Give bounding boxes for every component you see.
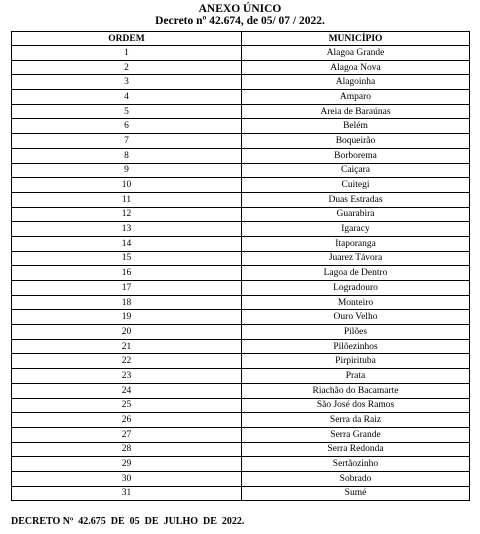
table-header-row	[12, 32, 470, 46]
municipality-cell: Borborema	[242, 148, 470, 163]
municipality-cell: Belém	[242, 119, 470, 134]
municipality-cell: Sumé	[242, 486, 470, 501]
table-body	[12, 46, 470, 501]
table-row	[12, 104, 470, 119]
order-cell: 25	[12, 398, 242, 413]
order-cell: 22	[12, 354, 242, 369]
order-cell: 17	[12, 281, 242, 296]
document-subtitle: Decreto nº 42.674, de 05/ 07 / 2022.	[155, 15, 325, 27]
municipality-cell: Pirpirituba	[242, 354, 470, 369]
order-cell: 13	[12, 222, 242, 237]
order-cell: 21	[12, 339, 242, 354]
municipality-cell: Serra Grande	[242, 427, 470, 442]
municipality-cell: Alagoinha	[242, 75, 470, 90]
table-row	[12, 119, 470, 134]
municipality-cell: Areia de Baraúnas	[242, 104, 470, 119]
municipality-cell: Serra Redonda	[242, 442, 470, 457]
order-cell: 14	[12, 236, 242, 251]
order-cell: 20	[12, 325, 242, 340]
document-title: ANEXO ÚNICO	[198, 3, 282, 15]
order-cell: 4	[12, 90, 242, 105]
order-cell: 6	[12, 119, 242, 134]
municipality-cell: Monteiro	[242, 295, 470, 310]
table-header	[12, 32, 470, 46]
table-row	[12, 413, 470, 428]
table-row	[12, 90, 470, 105]
order-cell: 15	[12, 251, 242, 266]
table-row	[12, 398, 470, 413]
document-header	[0, 3, 480, 27]
municipality-cell: Prata	[242, 369, 470, 384]
table-row	[12, 163, 470, 178]
municipality-cell: Lagoa de Dentro	[242, 266, 470, 281]
table-row	[12, 134, 470, 149]
table-row	[12, 266, 470, 281]
order-cell: 9	[12, 163, 242, 178]
municipality-cell: Amparo	[242, 90, 470, 105]
next-decree-heading: DECRETO Nº 42.675 DE 05 DE JULHO DE 2022.	[11, 516, 245, 527]
order-cell: 23	[12, 369, 242, 384]
order-cell: 27	[12, 427, 242, 442]
column-header-municipality: MUNICÍPIO	[242, 32, 470, 46]
municipality-cell: Logradouro	[242, 281, 470, 296]
table-row	[12, 207, 470, 222]
municipality-cell: Caiçara	[242, 163, 470, 178]
order-cell: 3	[12, 75, 242, 90]
municipality-cell: Alagoa Nova	[242, 60, 470, 75]
order-cell: 2	[12, 60, 242, 75]
table-row	[12, 310, 470, 325]
municipality-cell: Pilõezinhos	[242, 339, 470, 354]
order-cell: 30	[12, 471, 242, 486]
table-row	[12, 192, 470, 207]
order-cell: 19	[12, 310, 242, 325]
table-row	[12, 369, 470, 384]
order-cell: 26	[12, 413, 242, 428]
table-row	[12, 339, 470, 354]
municipality-cell: Ouro Velho	[242, 310, 470, 325]
table-row	[12, 236, 470, 251]
table-row	[12, 471, 470, 486]
table-row	[12, 325, 470, 340]
table-row	[12, 148, 470, 163]
municipality-cell: Sobrado	[242, 471, 470, 486]
order-cell: 5	[12, 104, 242, 119]
table-row	[12, 75, 470, 90]
order-cell: 16	[12, 266, 242, 281]
municipality-cell: Duas Estradas	[242, 192, 470, 207]
municipality-cell: Igaracy	[242, 222, 470, 237]
municipality-cell: Itaporanga	[242, 236, 470, 251]
municipality-cell: Serra da Raiz	[242, 413, 470, 428]
municipality-cell: Riachão do Bacamarte	[242, 383, 470, 398]
order-cell: 29	[12, 457, 242, 472]
municipality-cell: Alagoa Grande	[242, 46, 470, 61]
municipality-cell: Sertãozinho	[242, 457, 470, 472]
municipality-table	[11, 31, 470, 501]
table-row	[12, 222, 470, 237]
table-row	[12, 427, 470, 442]
order-cell: 7	[12, 134, 242, 149]
municipality-cell: Boqueirão	[242, 134, 470, 149]
order-cell: 28	[12, 442, 242, 457]
order-cell: 31	[12, 486, 242, 501]
table-row	[12, 178, 470, 193]
table-row	[12, 486, 470, 501]
order-cell: 24	[12, 383, 242, 398]
order-cell: 10	[12, 178, 242, 193]
municipality-cell: São José dos Ramos	[242, 398, 470, 413]
order-cell: 8	[12, 148, 242, 163]
table-row	[12, 281, 470, 296]
municipality-cell: Cuitegi	[242, 178, 470, 193]
table-row	[12, 442, 470, 457]
order-cell: 11	[12, 192, 242, 207]
municipality-cell: Pilões	[242, 325, 470, 340]
column-header-order: ORDEM	[12, 32, 242, 46]
table-row	[12, 383, 470, 398]
order-cell: 1	[12, 46, 242, 61]
order-cell: 18	[12, 295, 242, 310]
municipality-cell: Juarez Távora	[242, 251, 470, 266]
table-row	[12, 251, 470, 266]
table-row	[12, 295, 470, 310]
table-row	[12, 457, 470, 472]
municipality-cell: Guarabira	[242, 207, 470, 222]
order-cell: 12	[12, 207, 242, 222]
table-row	[12, 60, 470, 75]
table-row	[12, 354, 470, 369]
table-row	[12, 46, 470, 61]
